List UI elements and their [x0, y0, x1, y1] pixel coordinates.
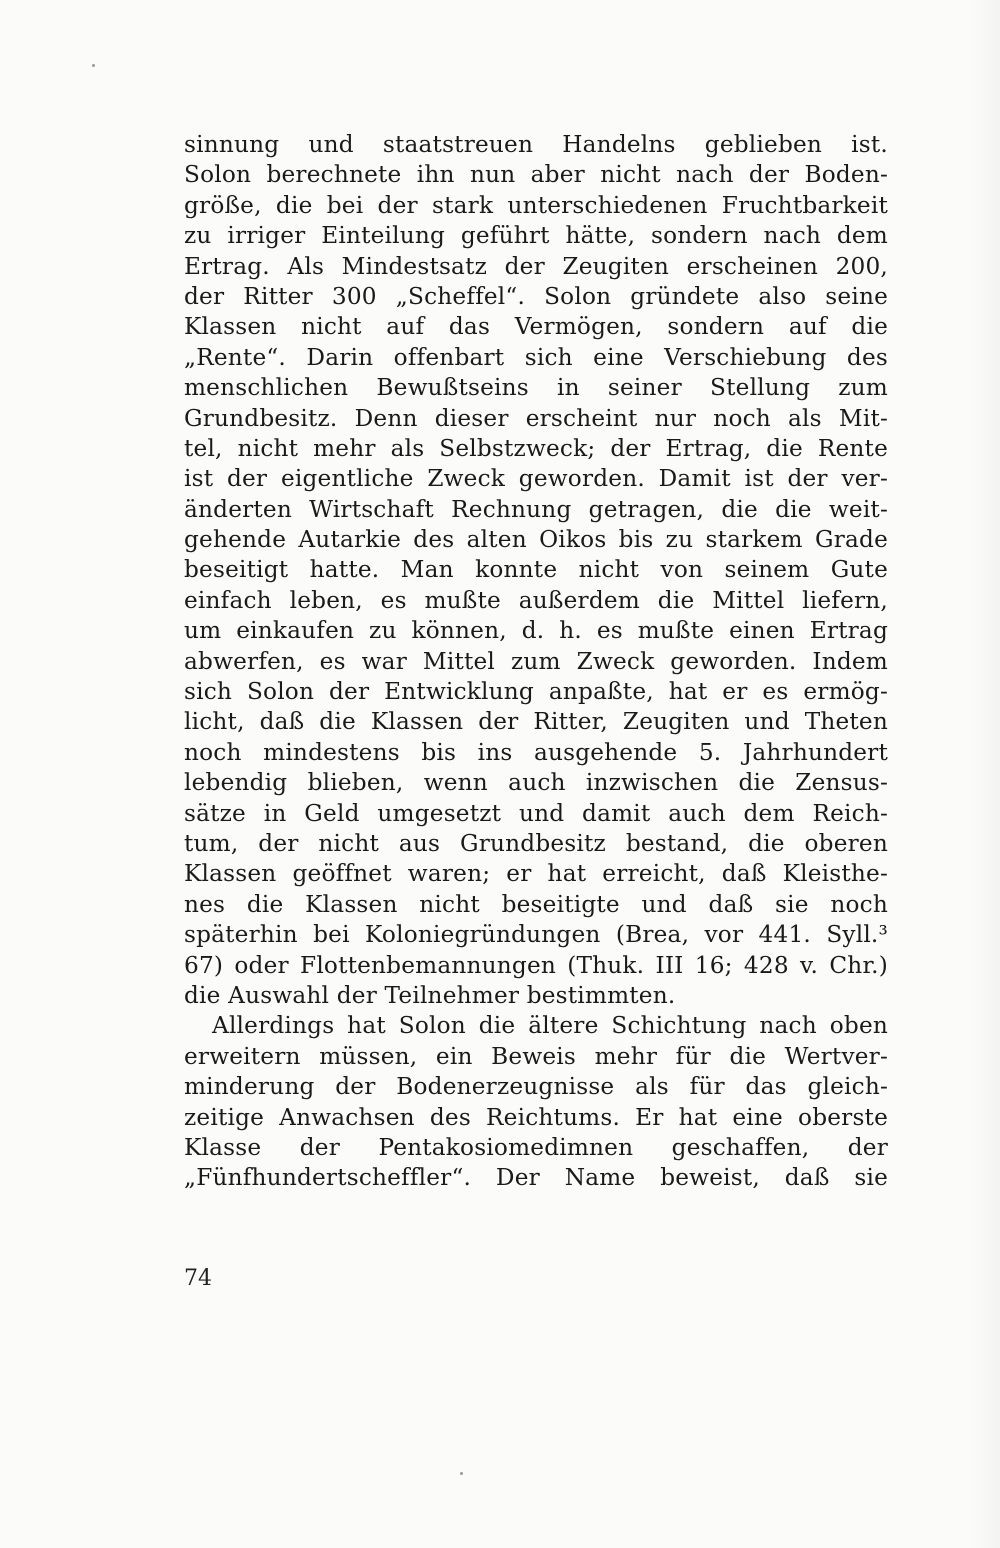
- text-line: zu irriger Einteilung geführt hätte, sondern nach dem: [184, 222, 888, 250]
- text-line: gehende Autarkie des alten Oikos bis zu starkem Grade: [184, 526, 888, 554]
- text-line: Ertrag. Als Mindestsatz der Zeugiten erscheinen 200,: [184, 252, 888, 280]
- text-line: tum, der nicht aus Grundbesitz bestand, die oberen: [184, 829, 888, 857]
- text-line: zeitige Anwachsen des Reichtums. Er hat eine oberste: [184, 1103, 888, 1131]
- text-line: Allerdings hat Solon die ältere Schichtung nach oben: [212, 1012, 888, 1040]
- text-line: 67) oder Flottenbemannungen (Thuk. III 16; 428 v. Chr.): [184, 951, 888, 979]
- page-edge-shadow: [970, 0, 1000, 1548]
- text-line: lebendig blieben, wenn auch inzwischen die Zensus-: [184, 769, 888, 797]
- paper-speck: [92, 64, 95, 67]
- text-line: minderung der Bodenerzeugnisse als für das gleich-: [184, 1073, 888, 1101]
- text-line: beseitigt hatte. Man konnte nicht von seinem Gute: [184, 556, 888, 584]
- text-line: „Rente“. Darin offenbart sich eine Verschiebung des: [184, 343, 888, 371]
- text-line: nes die Klassen nicht beseitigte und daß sie noch: [184, 890, 888, 918]
- text-line: licht, daß die Klassen der Ritter, Zeugiten und Theten: [184, 708, 888, 736]
- text-line: abwerfen, es war Mittel zum Zweck geworden. Indem: [184, 647, 888, 675]
- text-line: einfach leben, es mußte außerdem die Mittel liefern,: [184, 586, 888, 614]
- text-line: änderten Wirtschaft Rechnung getragen, die die weit-: [184, 495, 888, 523]
- text-line: Grundbesitz. Denn dieser erscheint nur noch als Mit-: [184, 404, 888, 432]
- text-line: Klasse der Pentakosiomedimnen geschaffen, der: [184, 1133, 888, 1161]
- text-line: tel, nicht mehr als Selbstzweck; der Ertrag, die Rente: [184, 434, 888, 462]
- text-line: „Fünfhundertscheffler“. Der Name beweist, daß sie: [184, 1164, 888, 1192]
- text-line: größe, die bei der stark unterschiedenen Fruchtbarkeit: [184, 191, 888, 219]
- text-line: noch mindestens bis ins ausgehende 5. Jahrhundert: [184, 738, 888, 766]
- text-line: sätze in Geld umgesetzt und damit auch dem Reich-: [184, 799, 888, 827]
- paragraph-2: [184, 1011, 888, 1193]
- text-line: Klassen nicht auf das Vermögen, sondern auf die: [184, 313, 888, 341]
- text-line: um einkaufen zu können, d. h. es mußte einen Ertrag: [184, 617, 888, 645]
- text-line: Klassen geöffnet waren; er hat erreicht, daß Kleisthe-: [184, 860, 888, 888]
- text-line: die Auswahl der Teilnehmer bestimmten.: [184, 981, 676, 1009]
- text-line: menschlichen Bewußtseins in seiner Stellung zum: [184, 374, 888, 402]
- text-line: späterhin bei Koloniegründungen (Brea, vor 441. Syll.³: [184, 921, 888, 949]
- paper-speck: [460, 1472, 463, 1475]
- text-line: sinnung und staatstreuen Handelns geblieben ist.: [184, 131, 888, 158]
- text-line: sich Solon der Entwicklung anpaßte, hat er es ermög-: [184, 678, 888, 706]
- page-number: 74: [184, 1266, 212, 1291]
- paragraph-1: [184, 130, 888, 1011]
- body-text: [184, 130, 888, 1194]
- text-line: erweitern müssen, ein Beweis mehr für die Wertver-: [184, 1042, 888, 1070]
- text-line: ist der eigentliche Zweck geworden. Damit ist der ver-: [184, 465, 888, 493]
- text-line: der Ritter 300 „Scheffel“. Solon gründete also seine: [184, 282, 888, 310]
- text-line: Solon berechnete ihn nun aber nicht nach der Boden-: [184, 161, 888, 189]
